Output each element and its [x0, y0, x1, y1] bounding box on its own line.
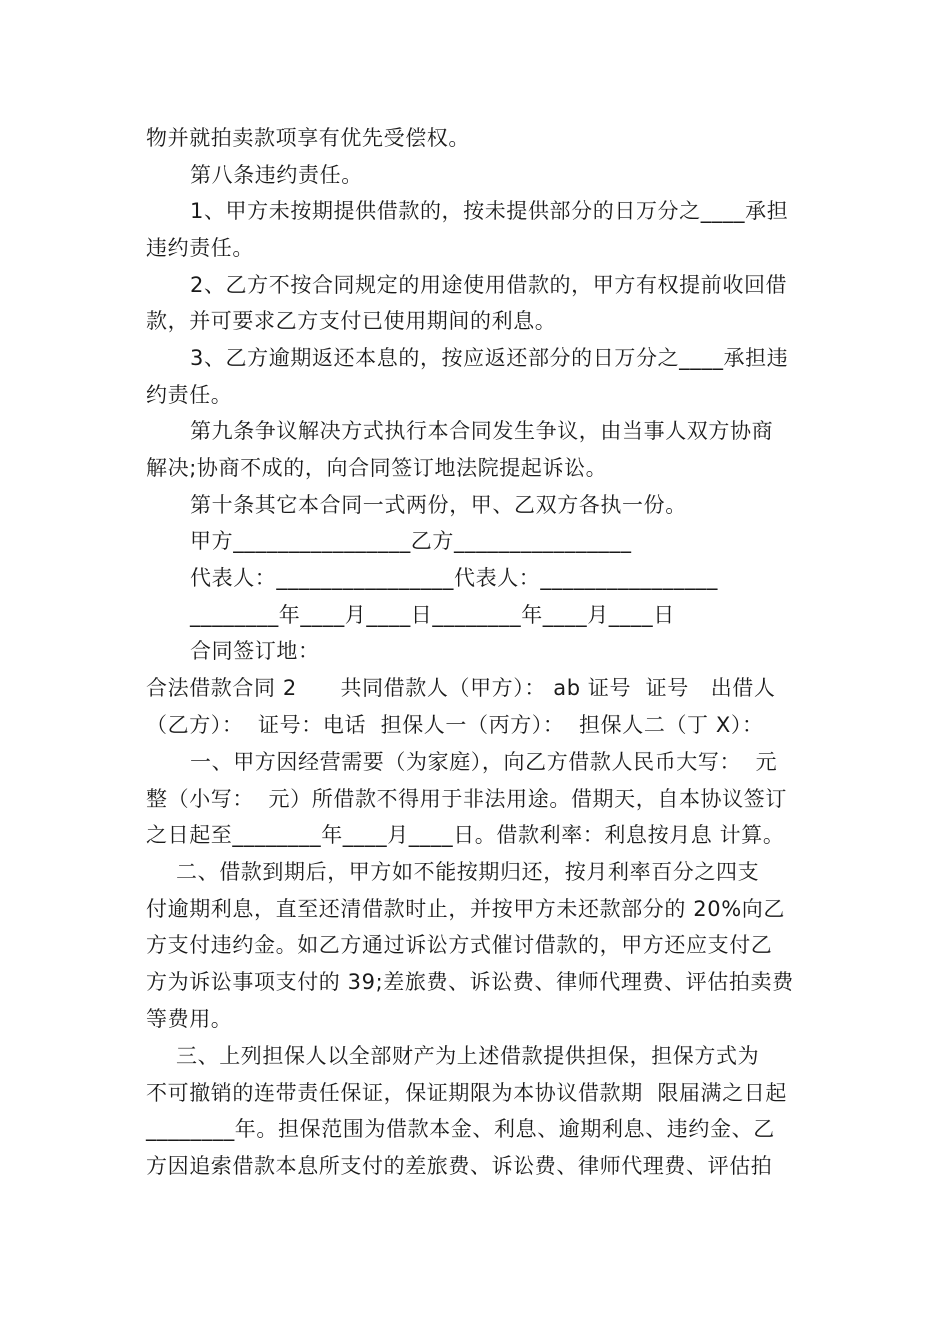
text-line: 二、借款到期后，甲方如不能按期归还，按月利率百分之四支 — [176, 860, 760, 884]
text-line: 等费用。 — [146, 1007, 233, 1031]
text-line: 违约责任。 — [146, 236, 254, 260]
text-line: 方支付违约金。如乙方通过诉讼方式催讨借款的，甲方还应支付乙 — [146, 933, 773, 957]
text-line: （乙方）： 证号：电话 担保人一（丙方）： 担保人二（丁 X）： — [146, 713, 764, 737]
text-line: 一、甲方因经营需要（为家庭），向乙方借款人民币大写： 元 — [190, 750, 778, 774]
signing-place-line: 合同签订地： — [190, 639, 320, 663]
text-line: 3、乙方逾期返还本息的，按应返还部分的日万分之____承担违 — [190, 346, 789, 370]
text-line: 方因追索借款本息所支付的差旅费、诉讼费、律师代理费、评估拍 — [146, 1154, 773, 1178]
text-line: ________年。担保范围为借款本金、利息、逾期利息、违约金、乙 — [146, 1117, 775, 1141]
text-line: 约责任。 — [146, 383, 233, 407]
text-line: 1、甲方未按期提供借款的，按未提供部分的日万分之____承担 — [190, 199, 789, 223]
contract-title-line: 合法借款合同 2 共同借款人（甲方）： ab 证号 证号 出借人 — [146, 676, 776, 700]
signature-date-line: ________年____月____日________年____月____日 — [190, 603, 675, 627]
text-line: 三、上列担保人以全部财产为上述借款提供担保，担保方式为 — [176, 1044, 760, 1068]
text-line: 第九条争议解决方式执行本合同发生争议，由当事人双方协商 — [190, 419, 774, 443]
text-line: 不可撤销的连带责任保证，保证期限为本协议借款期 限届满之日起 — [146, 1081, 787, 1105]
text-line: 2、乙方不按合同规定的用途使用借款的，甲方有权提前收回借 — [190, 273, 788, 297]
text-line: 之日起至________年____月____日。借款利率：利息按月息 计算。 — [146, 823, 785, 847]
text-line: 方为诉讼事项支付的 39;差旅费、诉讼费、律师代理费、评估拍卖费 — [146, 970, 794, 994]
text-line: 第十条其它本合同一式两份，甲、乙双方各执一份。 — [190, 493, 687, 517]
text-line: 款，并可要求乙方支付已使用期间的利息。 — [146, 309, 557, 333]
text-line: 付逾期利息，直至还清借款时止，并按甲方未还款部分的 20%向乙 — [146, 897, 785, 921]
signature-party-line: 甲方________________乙方________________ — [190, 529, 632, 553]
section-heading: 第八条违约责任。 — [190, 163, 363, 187]
text-line: 解决;协商不成的，向合同签订地法院提起诉讼。 — [146, 456, 608, 480]
text-line: 物并就拍卖款项享有优先受偿权。 — [146, 126, 470, 150]
text-line: 整（小写： 元）所借款不得用于非法用途。借期天，自本协议签订 — [146, 787, 787, 811]
signature-representative-line: 代表人：________________代表人：________________ — [190, 566, 718, 590]
